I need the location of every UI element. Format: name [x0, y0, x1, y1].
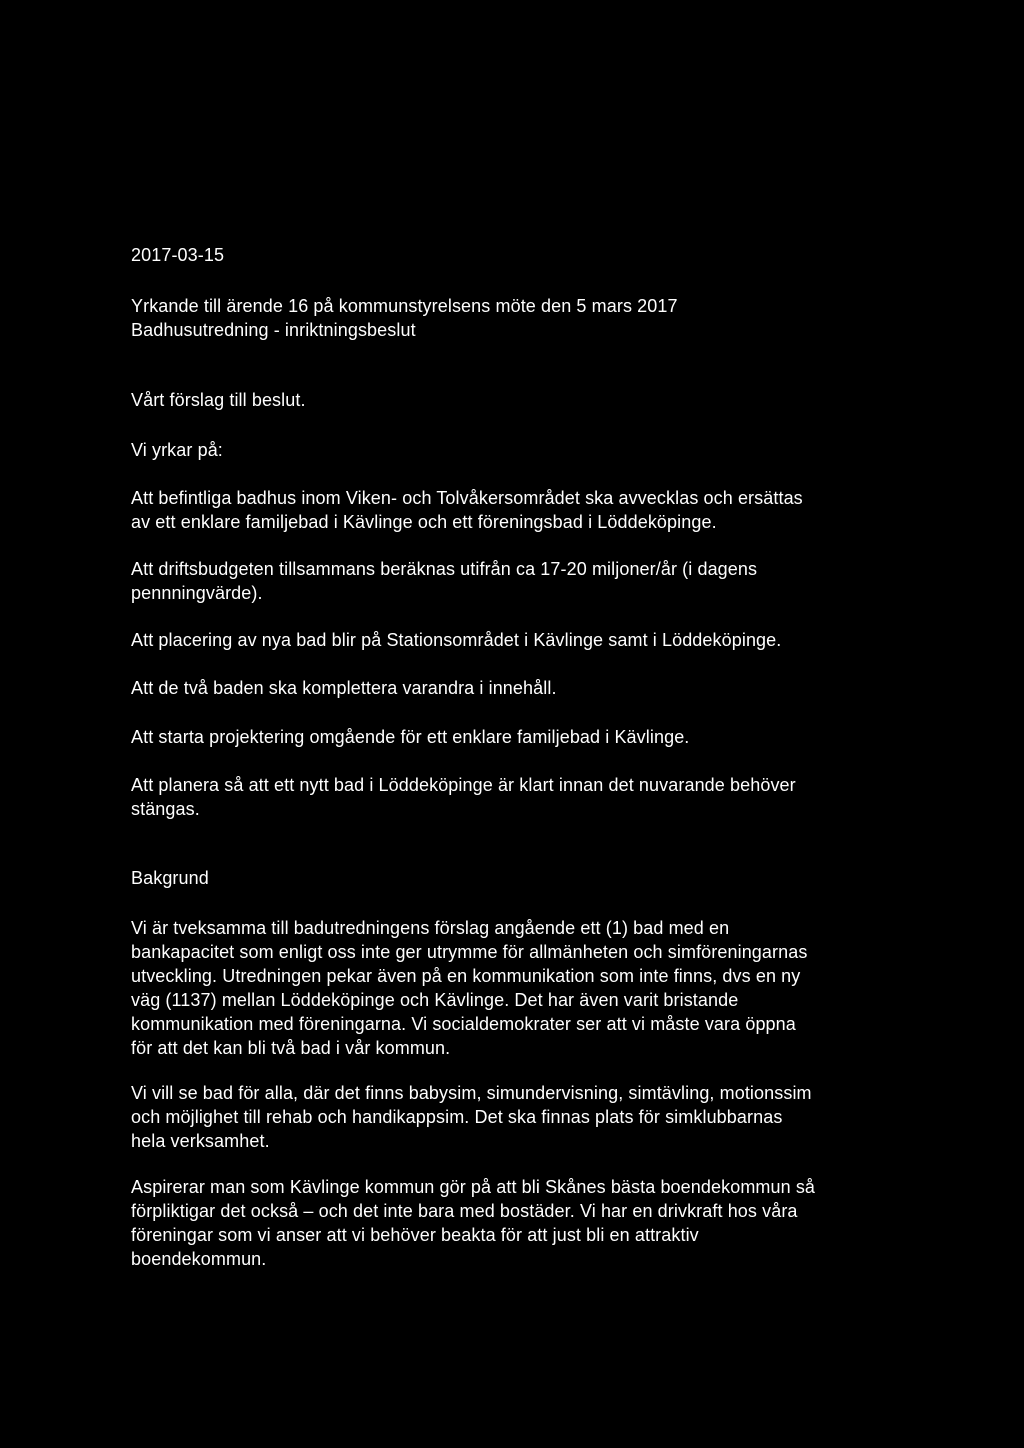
demand-line: Att de två baden ska komplettera varandra i innehåll. — [131, 678, 557, 698]
paragraph-line: och möjlighet till rehab och handikappsim. Det ska finnas plats för simklubbarnas — [131, 1107, 783, 1127]
document-heading — [131, 294, 678, 342]
heading-line: Yrkande till ärende 16 på kommunstyrelsens möte den 5 mars 2017 — [131, 296, 678, 316]
demand-line: Att planera så att ett nytt bad i Löddeköpinge är klart innan det nuvarande behöver — [131, 775, 796, 795]
demand-line: av ett enklare familjebad i Kävlinge och ett föreningsbad i Löddeköpinge. — [131, 512, 717, 532]
paragraph-line: Aspirerar man som Kävlinge kommun gör på att bli Skånes bästa boendekommun så — [131, 1177, 816, 1197]
paragraph-line: förpliktigar det också – och det inte bara med bostäder. Vi har en drivkraft hos våra — [131, 1201, 798, 1221]
demand-line: stängas. — [131, 799, 200, 819]
paragraph-line: bankapacitet som enligt oss inte ger utrymme för allmänheten och simföreningarnas — [131, 942, 808, 962]
background-title: Bakgrund — [131, 868, 209, 888]
proposal-title: Vårt förslag till beslut. — [131, 390, 306, 410]
paragraph-line: Vi vill se bad för alla, där det finns babysim, simundervisning, simtävling, motionssim — [131, 1083, 812, 1103]
demand-item — [131, 773, 796, 821]
paragraph-line: föreningar som vi anser att vi behöver beakta för att just bli en attraktiv — [131, 1225, 699, 1245]
paragraph-line: utveckling. Utredningen pekar även på en kommunikation som inte finns, dvs en ny — [131, 966, 801, 986]
document-date: 2017-03-15 — [131, 245, 225, 265]
demand-line: Att placering av nya bad blir på Stationsområdet i Kävlinge samt i Löddeköpinge. — [131, 630, 782, 650]
demand-line: pennningvärde). — [131, 583, 263, 603]
demand-item — [131, 628, 781, 652]
paragraph-line: kommunikation med föreningarna. Vi socialdemokrater ser att vi måste vara öppna — [131, 1014, 796, 1034]
demand-line: Att starta projektering omgående för ett enklare familjebad i Kävlinge. — [131, 727, 690, 747]
demand-item — [131, 725, 689, 749]
demand-item — [131, 557, 757, 605]
paragraph-line: hela verksamhet. — [131, 1131, 270, 1151]
background-paragraph — [131, 916, 807, 1060]
demand-line: Att befintliga badhus inom Viken- och Tolvåkersområdet ska avvecklas och ersättas — [131, 488, 803, 508]
paragraph-line: Vi är tveksamma till badutredningens förslag angående ett (1) bad med en — [131, 918, 730, 938]
demand-item — [131, 486, 803, 534]
demand-item — [131, 676, 557, 700]
paragraph-line: för att det kan bli två bad i vår kommun. — [131, 1038, 451, 1058]
paragraph-line: boendekommun. — [131, 1249, 267, 1269]
demand-line: Att driftsbudgeten tillsammans beräknas utifrån ca 17-20 miljoner/år (i dagens — [131, 559, 758, 579]
paragraph-line: väg (1137) mellan Löddeköpinge och Kävlinge. Det har även varit bristande — [131, 990, 739, 1010]
heading-line: Badhusutredning - inriktningsbeslut — [131, 320, 416, 340]
background-paragraph — [131, 1081, 812, 1153]
background-paragraph — [131, 1175, 815, 1271]
demand-intro: Vi yrkar på: — [131, 440, 223, 460]
